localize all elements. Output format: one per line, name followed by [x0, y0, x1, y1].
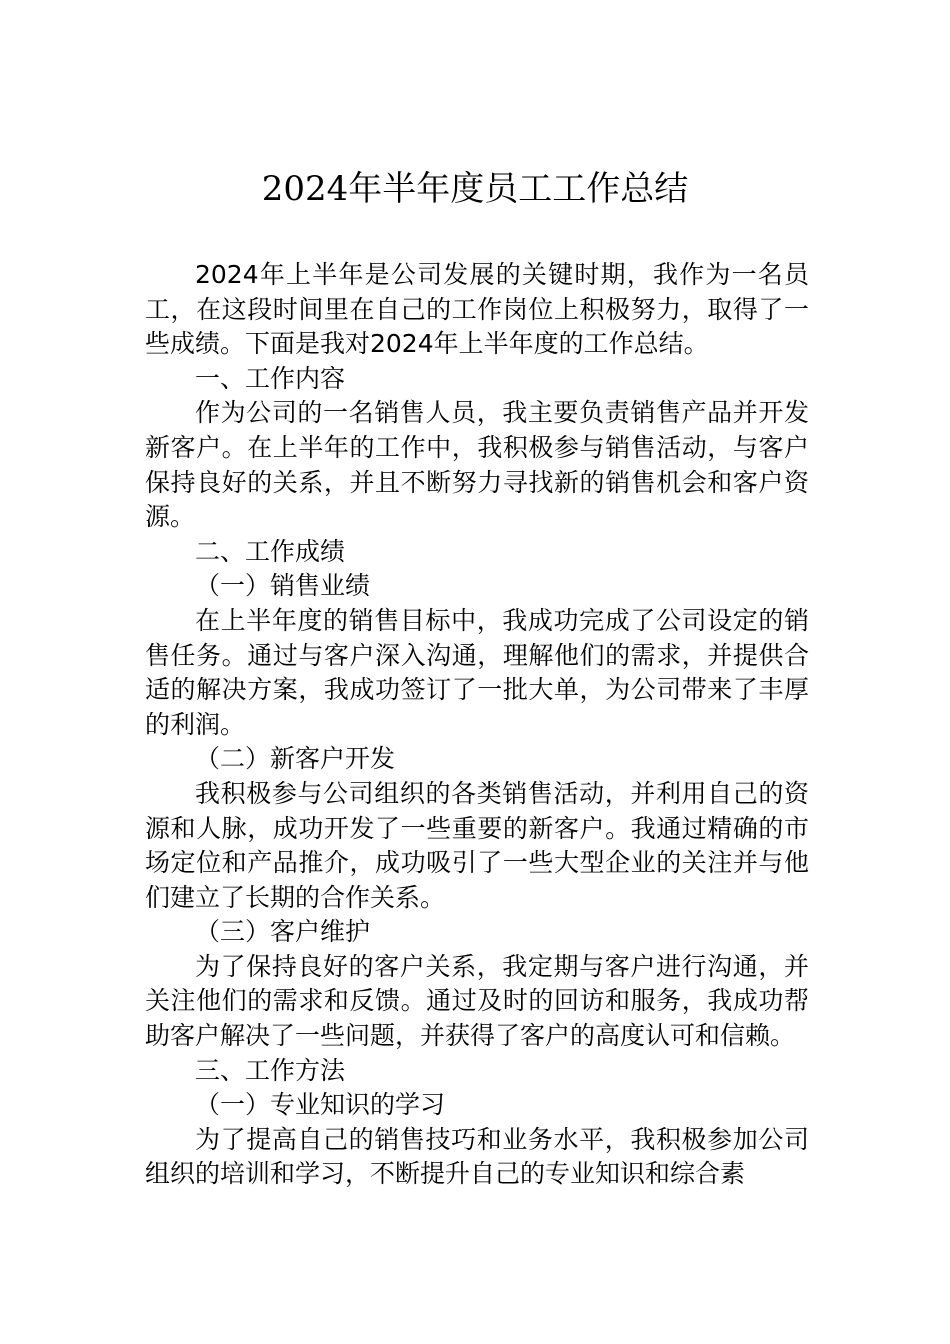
section-heading-work-content: 一、工作内容: [195, 363, 346, 393]
work-content-paragraph: 作为公司的一名销售人员，我主要负责销售产品并开发新客户。在上半年的工作中，我积极参与销售活动，与客户保持良好的关系，并且不断努力寻找新的销售机会和客户资源。: [145, 398, 809, 532]
new-clients-paragraph: 我积极参与公司组织的各类销售活动，并利用自己的资源和人脉，成功开发了一些重要的新客户。我通过精确的市场定位和产品推介，成功吸引了一些大型企业的关注并与他们建立了长期的合作关系。: [145, 778, 809, 912]
intro-paragraph: 2024年上半年是公司发展的关键时期，我作为一名员工，在这段时间里在自己的工作岗位上积极努力，取得了一些成绩。下面是我对2024年上半年度的工作总结。: [145, 260, 809, 359]
section-heading-work-methods: 三、工作方法: [195, 1055, 346, 1085]
document-body: [145, 258, 809, 1192]
subheading-new-clients: （二）新客户开发: [195, 744, 396, 774]
section-heading-achievements: 二、工作成绩: [195, 536, 346, 566]
professional-learning-paragraph: 为了提高自己的销售技巧和业务水平，我积极参加公司组织的培训和学习，不断提升自己的专业知识和综合素: [145, 1124, 809, 1189]
document-title: 2024年半年度员工工作总结: [261, 169, 689, 209]
client-maintenance-paragraph: 为了保持良好的客户关系，我定期与客户进行沟通，并关注他们的需求和反馈。通过及时的回访和服务，我成功帮助客户解决了一些问题，并获得了客户的高度认可和信赖。: [145, 951, 809, 1051]
subheading-client-maintenance: （三）客户维护: [195, 917, 371, 947]
subheading-professional-learning: （一）专业知识的学习: [195, 1090, 446, 1120]
sales-performance-paragraph: 在上半年度的销售目标中，我成功完成了公司设定的销售任务。通过与客户深入沟通，理解他们的需求，并提供合适的解决方案，我成功签订了一批大单，为公司带来了丰厚的利润。: [145, 605, 809, 739]
subheading-sales-performance: （一）销售业绩: [195, 571, 371, 601]
